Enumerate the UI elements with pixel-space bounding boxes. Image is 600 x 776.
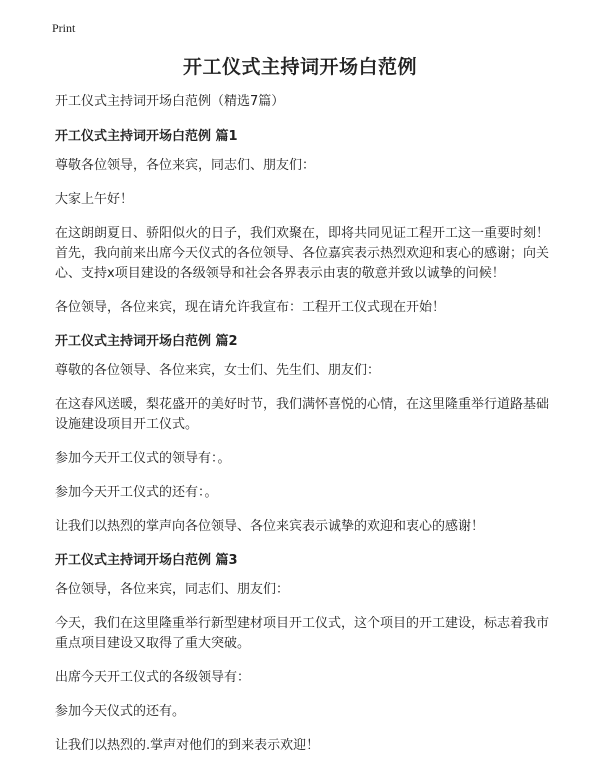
paragraph: 参加今天仪式的还有。 [55,704,186,719]
print-link[interactable]: Print [52,21,76,35]
paragraph: 尊敬的各位领导、各位来宾，女士们、先生们、朋友们： [55,363,381,378]
section-1 [55,127,555,318]
section-3 [55,551,555,756]
paragraph: 出席今天开工仪式的各级领导有： [55,670,251,685]
paragraph: 大家上午好！ [55,192,134,207]
paragraph: 今天，我们在这里隆重举行新型建材项目开工仪式，这个项目的开工建设，标志着我市重点项目建设又取得了重大突破。 [55,616,550,651]
section-heading: 开工仪式主持词开场白范例 篇1 [55,129,238,144]
paragraph: 各位领导，各位来宾，现在请允许我宣布：工程开工仪式现在开始！ [55,300,446,315]
section-heading: 开工仪式主持词开场白范例 篇3 [55,553,238,568]
paragraph: 让我们以热烈的.掌声对他们的到来表示欢迎！ [55,738,320,753]
paragraph: 参加今天开工仪式的还有：。 [55,485,218,500]
paragraph: 参加今天开工仪式的领导有：。 [55,451,231,466]
paragraph: 在这朗朗夏日、骄阳似火的日子，我们欢聚在，即将共同见证工程开工这一重要时刻！首先，我向前来出席今天仪式的各位领导、各位嘉宾表示热烈欢迎和衷心的感谢；向关心、支持x项目建设的各级领导和社会各界表示由衷的敬意并致以诚挚的问候！ [55,226,550,281]
paragraph: 在这春风送暖，梨花盛开的美好时节，我们满怀喜悦的心情，在这里隆重举行道路基础设施建设项目开工仪式。 [55,397,550,432]
paragraph: 尊敬各位领导，各位来宾，同志们、朋友们： [55,158,316,173]
article-subtitle: 开工仪式主持词开场白范例（精选7篇） [55,94,285,109]
article-body [55,92,555,770]
section-heading: 开工仪式主持词开场白范例 篇2 [55,334,238,349]
paragraph: 各位领导，各位来宾，同志们、朋友们： [55,582,290,597]
page-title: 开工仪式主持词开场白范例 [182,56,417,78]
paragraph: 让我们以热烈的掌声向各位领导、各位来宾表示诚挚的欢迎和衷心的感谢！ [55,519,485,534]
section-2 [55,332,555,537]
